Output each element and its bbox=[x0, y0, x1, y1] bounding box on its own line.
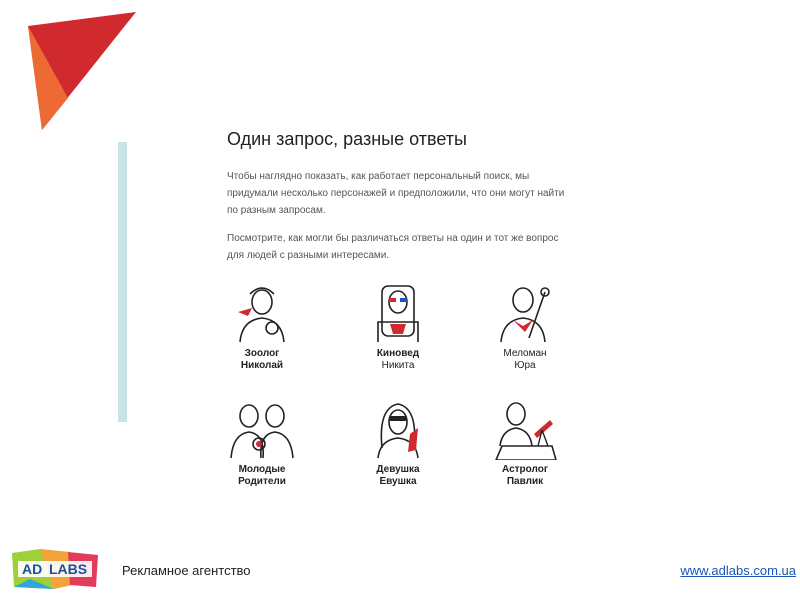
young-parents-icon bbox=[229, 398, 295, 460]
instruction-paragraph: Посмотрите, как могли бы различаться ответы на один и тот же вопрос для людей с разными интересами. bbox=[227, 233, 559, 261]
persona-music-lover bbox=[470, 282, 580, 372]
persona-name: Юра bbox=[514, 360, 536, 371]
persona-name: Никита bbox=[381, 360, 415, 371]
logo-text-ad: AD bbox=[22, 561, 43, 577]
persona-astrologer bbox=[470, 398, 580, 488]
astrologer-icon bbox=[492, 398, 558, 460]
music-lover-icon bbox=[495, 282, 555, 344]
logo-text-labs: LABS bbox=[49, 561, 88, 577]
persona-girl bbox=[343, 398, 453, 488]
girl-icon bbox=[368, 398, 428, 460]
persona-name: Родители bbox=[238, 476, 286, 487]
persona-name: Павлик bbox=[506, 476, 544, 487]
persona-young-parents bbox=[207, 398, 317, 488]
persona-name: Евушка bbox=[379, 476, 417, 487]
persona-name: Николай bbox=[240, 360, 284, 371]
agency-label: Рекламное агентство bbox=[122, 563, 251, 578]
website-link[interactable]: www.adlabs.com.ua bbox=[680, 563, 796, 578]
film-critic-icon bbox=[368, 282, 428, 344]
brand-triangle-icon bbox=[28, 12, 138, 130]
persona-role: Девушка bbox=[376, 464, 420, 475]
persona-role: Зоолог bbox=[244, 348, 280, 359]
slide-title: Один запрос, разные ответы bbox=[227, 129, 467, 149]
adlabs-logo bbox=[10, 549, 100, 589]
persona-role: Астролог bbox=[501, 464, 548, 475]
intro-paragraph: Чтобы наглядно показать, как работает персональный поиск, мы придумали несколько персонажей и предположили, что они могут найти по разным запросам. bbox=[227, 171, 565, 216]
zoologist-icon bbox=[232, 282, 292, 344]
persona-zoologist bbox=[207, 282, 317, 372]
accent-bar bbox=[118, 142, 127, 422]
persona-role: Меломан bbox=[503, 348, 547, 359]
persona-film-critic bbox=[343, 282, 453, 372]
persona-role: Киновед bbox=[376, 348, 420, 359]
persona-role: Молодые bbox=[238, 464, 286, 475]
